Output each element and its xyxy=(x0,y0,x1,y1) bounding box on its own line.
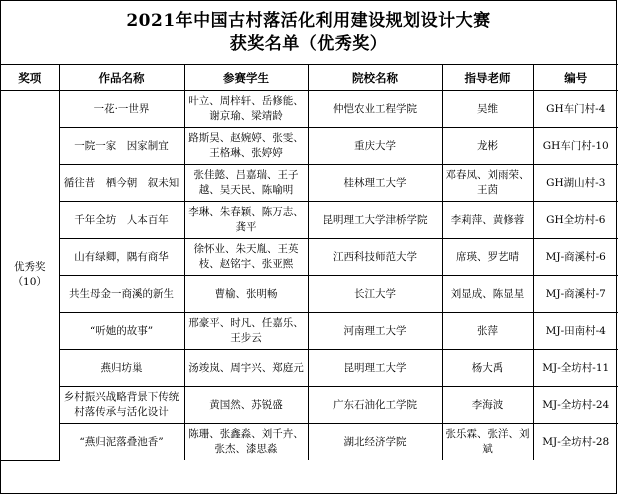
students: 路斯昊、赵婉婷、张雯、王格琳、张婷婷 xyxy=(184,128,308,165)
entry-code: MJ-全坊村-11 xyxy=(533,350,618,387)
work-name: 燕归坊巢 xyxy=(59,350,184,387)
entry-code: GH车门村-10 xyxy=(533,128,618,165)
header-students: 参赛学生 xyxy=(184,65,308,91)
school: 河南理工大学 xyxy=(308,313,442,350)
work-name: 一花·一世界 xyxy=(59,91,184,128)
work-name: 千年全坊 人本百年 xyxy=(59,202,184,239)
header-award: 奖项 xyxy=(1,65,59,91)
school: 昆明理工大学 xyxy=(308,350,442,387)
award-table xyxy=(1,64,618,461)
award-name: 优秀奖 xyxy=(14,261,46,274)
work-name: 乡村振兴战略背景下传统村落传承与活化设计 xyxy=(59,387,184,424)
school: 江西科技师范大学 xyxy=(308,239,442,276)
school: 广东石油化工学院 xyxy=(308,387,442,424)
students: 曹榆、张明畅 xyxy=(184,276,308,313)
teacher: 吴维 xyxy=(442,91,533,128)
table-row xyxy=(1,91,618,128)
entry-code: GH湖山村-3 xyxy=(533,165,618,202)
award-count: （10） xyxy=(12,276,47,289)
entry-code: GH全坊村-6 xyxy=(533,202,618,239)
document-subtitle: 获奖名单（优秀奖） xyxy=(229,33,388,54)
students: 徐怀业、朱天胤、王英枝、赵铭宇、张亚熙 xyxy=(184,239,308,276)
teacher: 李莉萍、黄修蓉 xyxy=(442,202,533,239)
teacher: 刘显成、陈显星 xyxy=(442,276,533,313)
school: 仲恺农业工程学院 xyxy=(308,91,442,128)
award-cell xyxy=(1,91,59,461)
document-title: 2021年中国古村落活化利用建设规划设计大赛 xyxy=(126,10,491,31)
work-name: 循往昔 栖今朝 叙未知 xyxy=(59,165,184,202)
students: 叶立、周梓轩、岳修能、谢京瑜、梁靖龄 xyxy=(184,91,308,128)
school: 湖北经济学院 xyxy=(308,424,442,461)
entry-code: GH车门村-4 xyxy=(533,91,618,128)
work-name: 共生母金一商溪的新生 xyxy=(59,276,184,313)
students: 陈珊、张鑫淼、刘千卉、张杰、漆思淼 xyxy=(184,424,308,461)
teacher: 杨大禹 xyxy=(442,350,533,387)
table-row xyxy=(1,313,618,350)
teacher: 席瑛、罗艺晴 xyxy=(442,239,533,276)
students: 邢豪平、时凡、任嘉乐、王步云 xyxy=(184,313,308,350)
teacher: 龙彬 xyxy=(442,128,533,165)
entry-code: MJ-全坊村-28 xyxy=(533,424,618,461)
entry-code: MJ-全坊村-24 xyxy=(533,387,618,424)
teacher: 张萍 xyxy=(442,313,533,350)
table-header-row xyxy=(1,65,618,91)
school: 重庆大学 xyxy=(308,128,442,165)
table-row xyxy=(1,165,618,202)
students: 李琳、朱春颖、陈万志、龚平 xyxy=(184,202,308,239)
students: 张佳懿、吕嘉瑞、王子越、吴天民、陈喻明 xyxy=(184,165,308,202)
header-work: 作品名称 xyxy=(59,65,184,91)
students: 汤竣岚、周宇兴、郑庭元 xyxy=(184,350,308,387)
students: 黄国然、苏锐盛 xyxy=(184,387,308,424)
table-row xyxy=(1,239,618,276)
header-code: 编号 xyxy=(533,65,618,91)
table-row xyxy=(1,128,618,165)
table-row xyxy=(1,350,618,387)
work-name: “听她的故事” xyxy=(59,313,184,350)
entry-code: MJ-田南村-4 xyxy=(533,313,618,350)
table-row xyxy=(1,276,618,313)
table-row xyxy=(1,387,618,424)
teacher: 邓春凤、刘雨荣、王茵 xyxy=(442,165,533,202)
work-name: “燕归泥落叠池香” xyxy=(59,424,184,461)
header-school: 院校名称 xyxy=(308,65,442,91)
table-row xyxy=(1,424,618,461)
header-teacher: 指导老师 xyxy=(442,65,533,91)
teacher: 李海波 xyxy=(442,387,533,424)
work-name: 山有绿卿，隅有商华 xyxy=(59,239,184,276)
school: 昆明理工大学津桥学院 xyxy=(308,202,442,239)
work-name: 一院一家 因家制宜 xyxy=(59,128,184,165)
teacher: 张乐霖、张洋、刘斌 xyxy=(442,424,533,461)
school: 长江大学 xyxy=(308,276,442,313)
entry-code: MJ-商溪村-6 xyxy=(533,239,618,276)
entry-code: MJ-商溪村-7 xyxy=(533,276,618,313)
title-block xyxy=(1,1,616,64)
school: 桂林理工大学 xyxy=(308,165,442,202)
table-row xyxy=(1,202,618,239)
